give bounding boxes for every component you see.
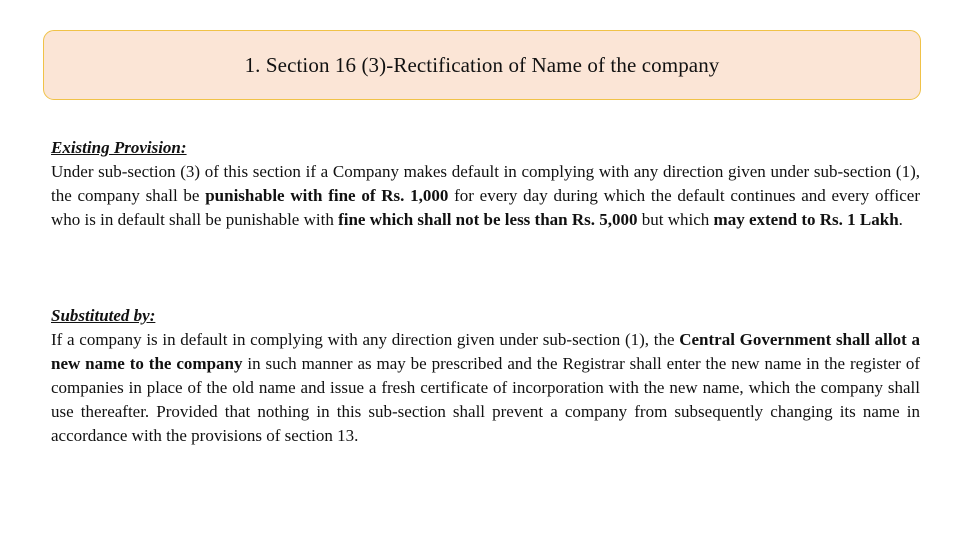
substituted-heading: Substituted by: xyxy=(51,306,156,325)
substituted-text-segment: in such manner as may be prescribed and the Registrar shall enter the new name in the register of companies in place of the old name and issue a fresh certificate of incorporation with the new name, which the company shall use thereafter. Provided that nothing in this sub-section shall prevent a company from subsequently changing its name in accordance with the provisions of section 13. xyxy=(51,354,920,445)
existing-text-segment: but which xyxy=(637,210,714,229)
existing-text-segment: for every day during which the default continues and every officer who is in default shall be punishable with xyxy=(51,186,920,229)
existing-text-segment: Under sub-section (3) of this section if a Company makes default in complying with any direction given under sub-section (1), the company shall be xyxy=(51,162,920,205)
existing-text-segment: . xyxy=(898,210,903,229)
substituted-body xyxy=(51,330,920,445)
substituted-bold-segment: Central Government shall allot a new name to the company xyxy=(51,330,920,373)
existing-bold-segment: fine which shall not be less than Rs. 5,000 xyxy=(338,210,638,229)
existing-bold-segment: punishable with fine of Rs. 1,000 xyxy=(205,186,449,205)
existing-provision-body xyxy=(51,162,920,229)
slide-title: 1. Section 16 (3)-Rectification of Name of the company xyxy=(244,52,720,77)
existing-bold-segment: may extend to Rs. 1 Lakh xyxy=(713,210,899,229)
substituted-section xyxy=(51,304,920,448)
existing-provision-heading: Existing Provision: xyxy=(51,138,187,157)
substituted-text-segment: If a company is in default in complying with any direction given under sub-section (1), the xyxy=(51,330,680,349)
title-box xyxy=(43,30,921,100)
existing-provision-section xyxy=(51,136,920,232)
